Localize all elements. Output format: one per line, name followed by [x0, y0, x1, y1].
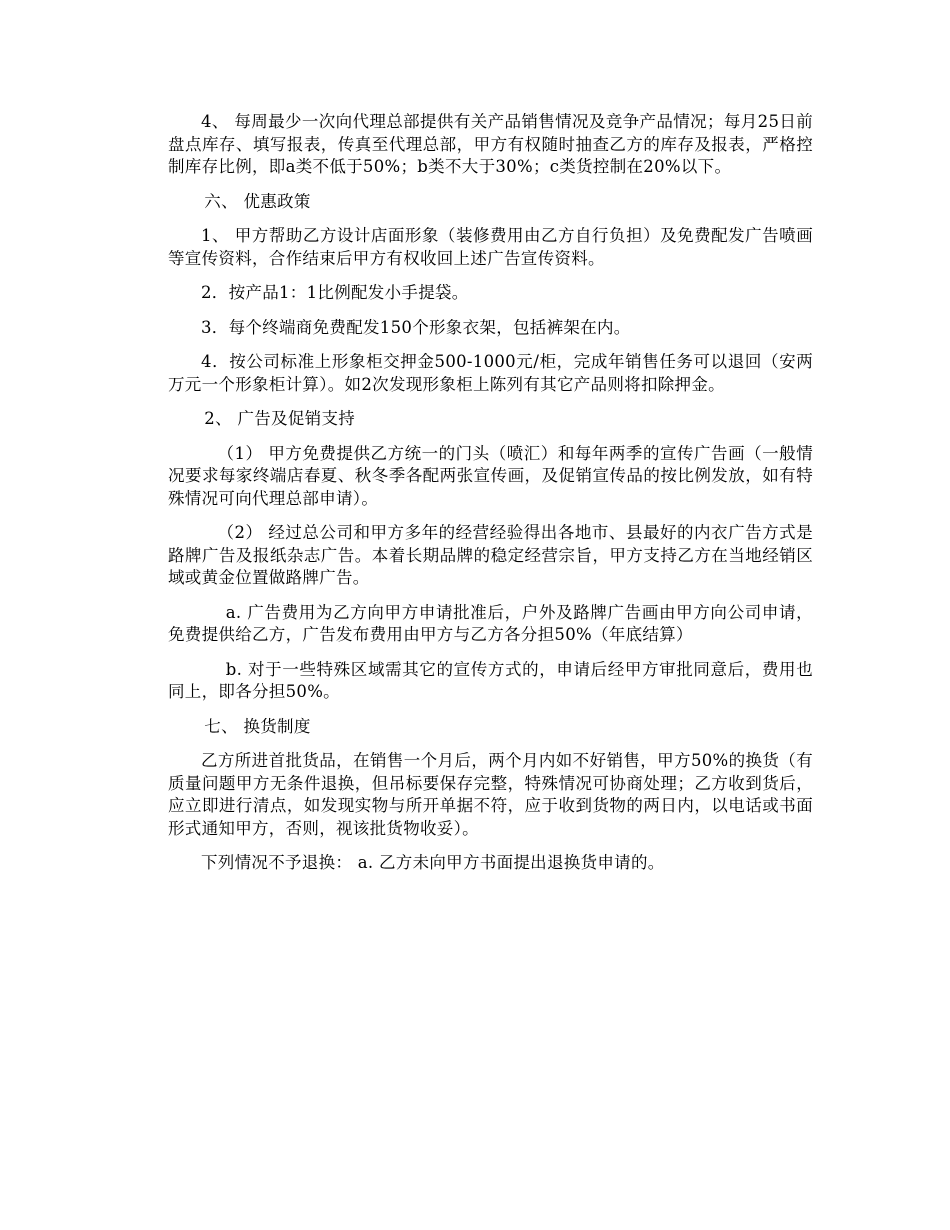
paragraph-weekly-report: 4、 每周最少一次向代理总部提供有关产品销售情况及竞争产品情况；每月25日前盘点库存、填写报表，传真至代理总部，甲方有权随时抽查乙方的库存及报表，严格控制库存比例，即a类不低于50%；b类不大于30%；c类货控制在20%以下。	[168, 112, 813, 176]
paragraph-special-area-ads: b. 对于一些特殊区域需其它的宣传方式的，申请后经甲方审批同意后，费用也同上，即各分担50%。	[168, 659, 813, 701]
paragraph-free-signage: （1） 甲方免费提供乙方统一的门头（喷汇）和每年两季的宣传广告画（一般情况要求每家终端店春夏、秋冬季各配两张宣传画，及促销宣传品的按比例发放，如有特殊情况可向代理总部申请）。	[168, 443, 813, 508]
paragraph-billboard-ads: （2） 经过总公司和甲方多年的经营经验得出各地市、县最好的内衣广告方式是路牌广告及报纸杂志广告。本着长期品牌的稳定经营宗旨，甲方支持乙方在当地经销区域或黄金位置做路牌广告。	[168, 523, 813, 587]
paragraph-handbags: 2．按产品1：1比例配发小手提袋。	[201, 283, 469, 302]
paragraph-ad-cost-sharing: a. 广告费用为乙方向甲方申请批准后，户外及路牌广告画由甲方向公司申请，免费提供给乙方，广告发布费用由甲方与乙方各分担50%（年底结算）	[168, 602, 813, 644]
section-heading-exchange-policy: 七、 换货制度	[204, 716, 311, 736]
section-heading-advertising-support: 2、 广告及促销支持	[204, 409, 356, 428]
paragraph-store-design: 1、 甲方帮助乙方设计店面形象（装修费用由乙方自行负担）及免费配发广告喷画等宣传资料，合作结束后甲方有权收回上述广告宣传资料。	[168, 226, 813, 268]
document-body	[168, 111, 813, 887]
paragraph-hangers: 3．每个终端商免费配发150个形象衣架，包括裤架在内。	[201, 317, 631, 337]
paragraph-non-returnable-cases: 下列情况不予退换： a. 乙方未向甲方书面提出退换货申请的。	[201, 853, 665, 872]
paragraph-display-cabinet-deposit: 4．按公司标准上形象柜交押金500-1000元/柜，完成年销售任务可以退回（安两万元一个形象柜计算）。如2次发现形象柜上陈列有其它产品则将扣除押金。	[168, 352, 813, 394]
section-heading-preferential-policy: 六、 优惠政策	[204, 191, 311, 211]
paragraph-first-batch-exchange: 乙方所进首批货品，在销售一个月后，两个月内如不好销售，甲方50%的换货（有质量问题甲方无条件退换，但吊标要保存完整，特殊情况可协商处理；乙方收到货后，应立即进行清点，如发现实物与所开单据不符，应于收到货物的两日内，以电话或书面形式通知甲方，否则，视该批货物收妥）。	[168, 751, 813, 838]
